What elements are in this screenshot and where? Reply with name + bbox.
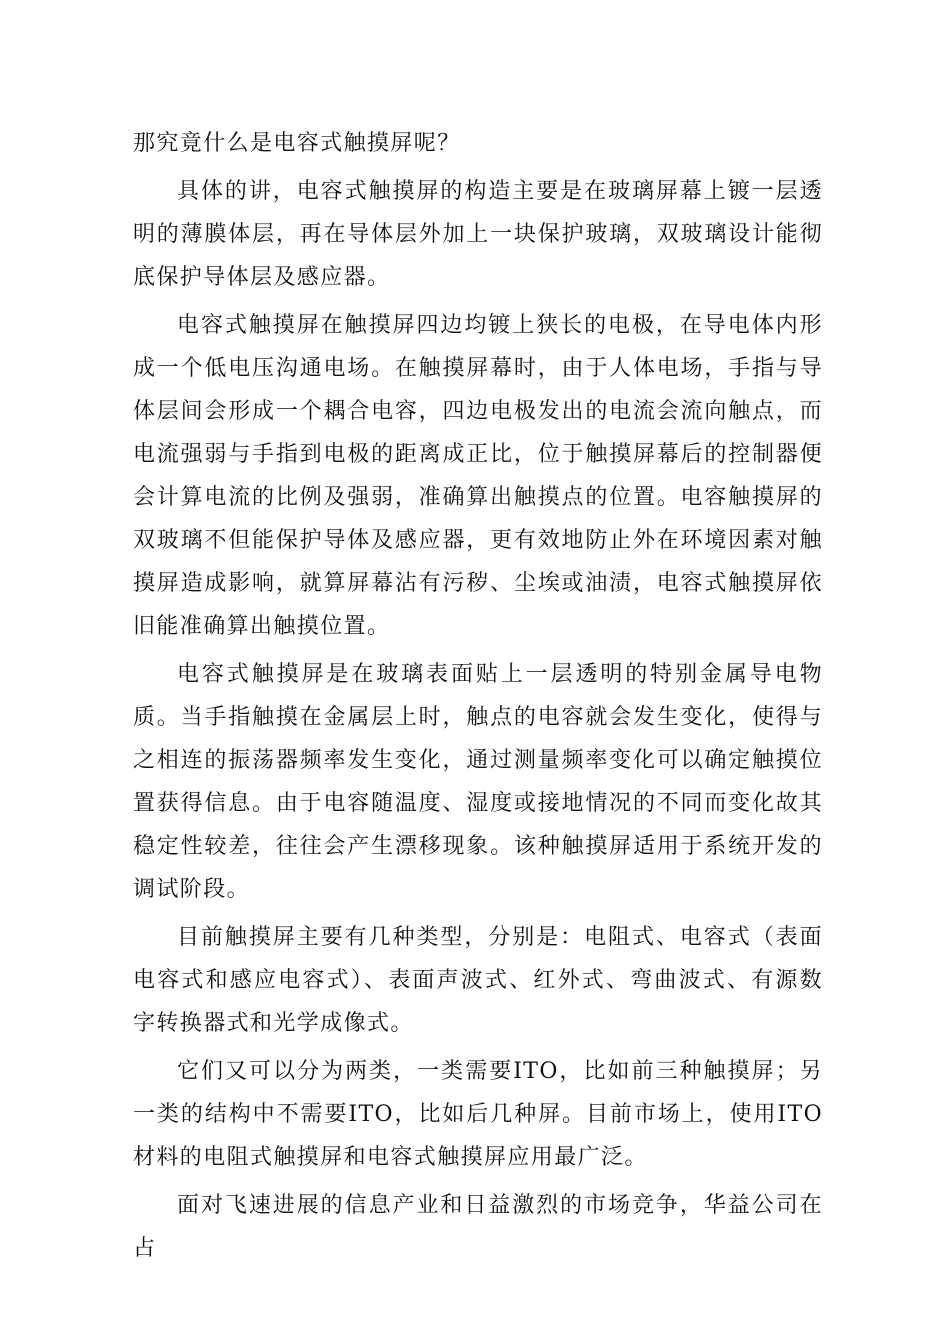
paragraph-market: 面对飞速进展的信息产业和日益激烈的市场竞争，华益公司在占 (133, 1193, 823, 1261)
paragraph-principle: 电容式触摸屏在触摸屏四边均镀上狭长的电极，在导电体内形成一个低电压沟通电场。在触摸屏幕时，由于人体电场，手指与导体层间会形成一个耦合电容，四边电极发出的电流会流向触点，而电流强弱与手指到电极的距离成正比，位于触摸屏幕后的控制器便会计算电流的比例及强弱，准确算出触摸点的位置。电容触摸屏的双玻璃不但能保护导体及感应器，更有效地防止外在环境因素对触摸屏造成影响，就算屏幕沾有污秽、尘埃或油渍，电容式触摸屏依旧能准确算出触摸位置。 (133, 313, 823, 639)
paragraph-types: 目前触摸屏主要有几种类型，分别是：电阻式、电容式（表面电容式和感应电容式）、表面声波式、红外式、弯曲波式、有源数字转换器式和光学成像式。 (133, 925, 823, 1036)
paragraph-metal-layer: 电容式触摸屏是在玻璃表面贴上一层透明的特别金属导电物质。当手指触摸在金属层上时，触点的电容就会发生变化，使得与之相连的振荡器频率发生变化，通过测量频率变化可以确定触摸位置获得信息。由于电容随温度、湿度或接地情况的不同而变化故其稳定性较差，往往会产生漂移现象。该种触摸屏适用于系统开发的调试阶段。 (133, 662, 823, 902)
paragraph-structure: 具体的讲，电容式触摸屏的构造主要是在玻璃屏幕上镀一层透明的薄膜体层，再在导体层外加上一块保护玻璃，双玻璃设计能彻底保护导体层及感应器。 (133, 179, 823, 290)
paragraph-question: 那究竟什么是电容式触摸屏呢？ (133, 131, 461, 156)
paragraph-ito: 它们又可以分为两类，一类需要ITO，比如前三种触摸屏；另一类的结构中不需要ITO，比如后几种屏。目前市场上，使用ITO材料的电阻式触摸屏和电容式触摸屏应用最广泛。 (133, 1059, 823, 1170)
document-body (133, 122, 823, 1270)
